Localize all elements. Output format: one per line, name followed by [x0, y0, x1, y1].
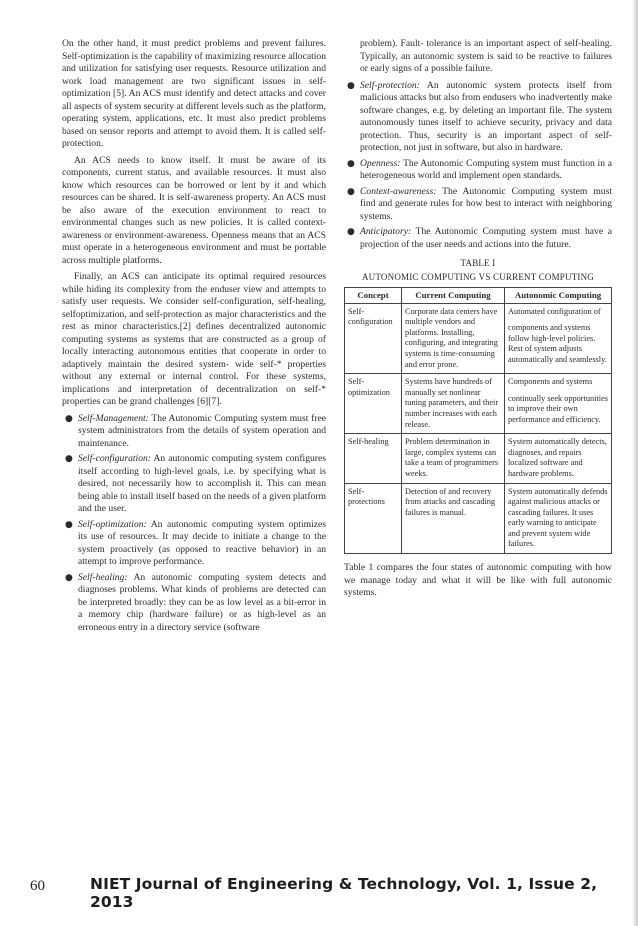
- cell-text: Components and systems: [508, 377, 593, 387]
- cell-concept: Self-configuration: [345, 303, 402, 374]
- paragraph-self-optimization: On the other hand, it must predict problems and prevent failures. Self-optimization is the capability of maximizing resource allocation and utilization for satisfying user requests. Resource utilization and work load management are two significant issues in self-optimization [5]. An ACS must identify and detect attacks and cover all aspects of system security at different levels such as the platform, operating system, applications, etc. It must also predict problems based on sensor reports and attempt to avoid them. It is called self-protection.: [62, 38, 327, 149]
- cell-autonomic: [505, 303, 612, 374]
- paragraph-decentralized: Finally, an ACS can anticipate its optimal required resources while hiding its complexity from the enduser view and attempts to satisfy user requests. We consider self-configuration, self-healing, selfoptimization, and self-protection as major characteristics and the rest as minor characteristics.[2] defines decentralized autonomic computing systems as systems that are constructed as a group of locally interacting autonomous entities that cooperate in order to adaptively maintain the desired system- wide self-* properties without any external or internal control. For these systems, implications and interpretation of decentralization on self-* properties can be grand challenges [6][7].: [62, 271, 326, 407]
- page-footer: [0, 872, 638, 911]
- cell-concept: Self-optimization: [345, 374, 402, 434]
- column-header-current: Current Computing: [402, 288, 505, 304]
- table-row: [345, 303, 612, 374]
- bullet-icon: ●: [347, 80, 355, 91]
- cell-concept: Self-healing: [345, 434, 402, 483]
- list-item: [344, 158, 612, 183]
- cell-autonomic: [505, 434, 612, 483]
- page-number: 60: [30, 878, 45, 894]
- list-term: Self-optimization:: [78, 518, 147, 530]
- comparison-table: [344, 287, 612, 554]
- cell-current: [402, 303, 505, 374]
- cell-text: System automatically defends against malicious attacks or cascading failures. It uses early warning to anticipate and prevent system wide failures.: [508, 486, 608, 549]
- list-item: [344, 226, 612, 251]
- list-text: An autonomic computing system optimizes its use of resources. It may decide to initiate a change to the system proactively (as opposed to reactive behavior) in an attempt to improve performance.: [78, 518, 326, 567]
- bullet-icon: ●: [347, 227, 355, 237]
- cell-text: Automated configuration of: [508, 306, 601, 316]
- cell-text: Detection of and recovery from attacks and cascading failures is manual.: [405, 486, 496, 517]
- column-header-concept: Concept: [345, 288, 402, 304]
- table-title: AUTONOMIC COMPUTING VS CURRENT COMPUTING: [361, 272, 595, 282]
- list-item: [344, 80, 612, 155]
- list-text: An autonomic computing system detects and diagnoses problems. What kinds of problems are detected can be interpreted broadly: they can be as low level as a bit-error in a memory chip (hardware failure) or as high-level as an erroneous entry in a directory service (software: [78, 571, 326, 633]
- cell-autonomic: [505, 483, 612, 554]
- cell-autonomic: [505, 374, 612, 434]
- cell-text: continually seek opportunities to improve their own performance and efficiency.: [508, 393, 609, 424]
- cell-concept: Self-protections: [345, 483, 402, 554]
- list-item: [62, 413, 326, 451]
- page-edge-shadow: [632, 0, 638, 926]
- list-item: [62, 572, 326, 635]
- right-column: [344, 38, 612, 604]
- cell-text: Systems have hundreds of manually set nonlinear tuning parameters, and their number increases with each release.: [405, 377, 499, 429]
- left-column: [62, 38, 326, 637]
- list-term: Anticipatory:: [360, 226, 412, 237]
- bullet-icon: ●: [65, 454, 73, 464]
- list-term: Context-awareness:: [360, 185, 437, 197]
- list-text: The Autonomic Computing system must find and generate rules for how best to interact with neighboring systems.: [360, 185, 612, 222]
- bullet-icon: ●: [65, 519, 73, 530]
- characteristics-list-right: [344, 80, 612, 252]
- characteristics-list-left: [62, 413, 326, 635]
- column-header-autonomic: Autonomic Computing: [505, 288, 612, 304]
- bullet-icon: ●: [347, 158, 355, 169]
- list-text: The Autonomic Computing system must free system administrators from the details of system operation and maintenance.: [78, 412, 326, 449]
- list-text: An autonomic system protects itself from malicious attacks but also from endusers who inadvertently make software changes, e.g. by deleting an important file. The system autonomously tunes itself to achieve security, privacy and data protection. Thus, security is an important aspect of self-protection, not just in software, but also in hardware.: [360, 79, 612, 153]
- list-term: Openness:: [360, 157, 401, 169]
- cell-current: [402, 434, 505, 483]
- list-item: [62, 519, 326, 569]
- list-term: Self-protection:: [360, 79, 420, 91]
- table-label: TABLE I: [460, 258, 496, 268]
- table-row: [345, 374, 612, 434]
- cell-text: Corporate data centers have multiple vendors and platforms. Installing, configuring, and integrating systems is time-consuming and error prone.: [405, 306, 498, 369]
- table-row: [345, 434, 612, 483]
- table-row: [345, 483, 612, 554]
- list-item: [62, 453, 326, 516]
- list-term: Self-healing:: [78, 571, 128, 583]
- cell-text: components and systems follow high-level policies. Rest of system adjusts automatically and seamlessly.: [508, 323, 607, 364]
- cell-current: [402, 374, 505, 434]
- cell-text: Problem determination in large, complex systems can take a team of programmers weeks.: [405, 437, 499, 478]
- paragraph-self-awareness: An ACS needs to know itself. It must be aware of its components, current status, and available resources. It must also know which resources can be borrowed or lent by it and which resources can be shared. It is self-awareness property. An ACS must be also aware of the execution environment to react to environmental changes such as new policies. It is called context-awareness or environment-awareness. Openness means that an ACS must operate in a heterogeneous environment and must be portable across multiple platforms.: [62, 154, 326, 266]
- list-term: Self-configuration:: [78, 453, 152, 464]
- cell-text: System automatically detects, diagnoses, and repairs localized software and hardware problems.: [508, 437, 607, 478]
- table-header-row: [345, 288, 612, 304]
- bullet-icon: ●: [65, 413, 73, 424]
- list-term: Self-Management:: [78, 412, 149, 424]
- list-item: [344, 186, 612, 224]
- bullet-icon: ●: [347, 186, 355, 197]
- list-text: An autonomic computing system configures itself according to high-level goals, i.e. by specifying what is desired, not necessarily how to accomplish it. This can mean being able to install itself based on the needs of a given platform and the user.: [78, 453, 326, 514]
- list-text: The Autonomic Computing system must function in a heterogeneous world and implement open standards.: [360, 157, 612, 181]
- cell-current: [402, 483, 505, 554]
- paragraph-table-summary: Table 1 compares the four states of autonomic computing with how we manage today and what it will be like with full autonomic systems.: [344, 562, 612, 599]
- list-text: The Autonomic Computing system must have a projection of the user needs and actions into the future.: [360, 226, 612, 250]
- paragraph-continuation: problem). Fault- tolerance is an important aspect of self-healing. Typically, an autonomic system is said to be reactive to failures or early signs of a possible failure.: [360, 38, 612, 74]
- bullet-icon: ●: [65, 572, 73, 583]
- journal-title: NIET Journal of Engineering & Technology, Vol. 1, Issue 2, 2013: [90, 875, 598, 911]
